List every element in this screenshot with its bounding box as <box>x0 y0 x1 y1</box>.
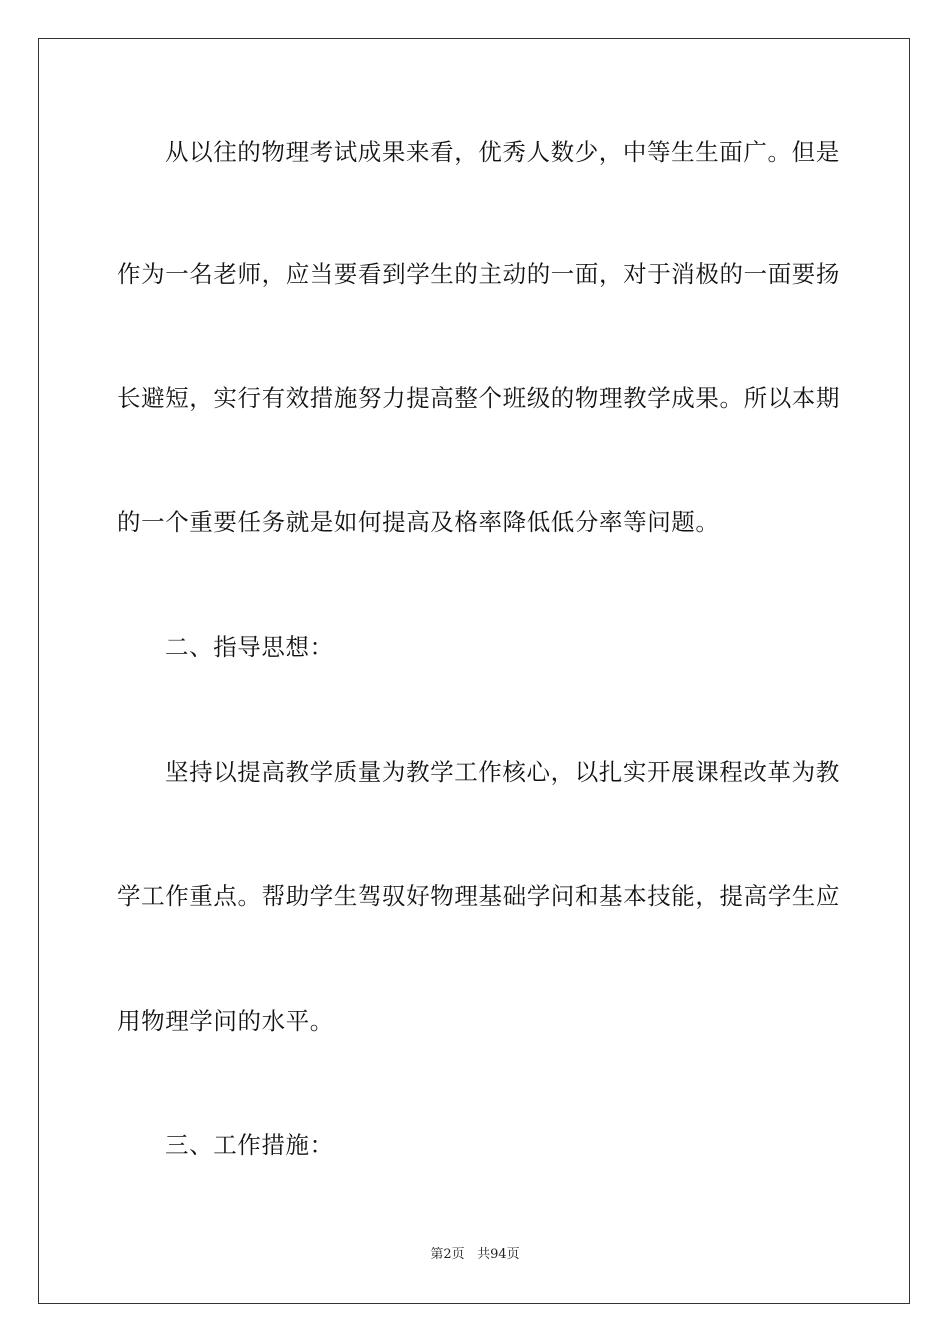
paragraph-line: 从以往的物理考试成果来看，优秀人数少，中等生生面广。但是 <box>165 138 840 166</box>
page-number: 第2页 <box>430 1247 465 1262</box>
page-footer <box>0 1246 950 1264</box>
section-heading: 三、工作措施： <box>165 1131 334 1159</box>
paragraph-line: 用物理学问的水平。 <box>117 1007 334 1035</box>
total-pages: 共94页 <box>477 1247 520 1262</box>
paragraph-line: 坚持以提高教学质量为教学工作核心，以扎实开展课程改革为教 <box>165 758 840 786</box>
paragraph-line: 的一个重要任务就是如何提高及格率降低低分率等问题。 <box>117 508 720 536</box>
paragraph-line: 长避短，实行有效措施努力提高整个班级的物理教学成果。所以本期 <box>117 384 840 412</box>
page-border <box>38 38 910 1304</box>
section-heading: 二、指导思想： <box>165 633 334 661</box>
paragraph-line: 作为一名老师，应当要看到学生的主动的一面，对于消极的一面要扬 <box>117 260 840 288</box>
paragraph-line: 学工作重点。帮助学生驾驭好物理基础学问和基本技能，提高学生应 <box>117 882 840 910</box>
